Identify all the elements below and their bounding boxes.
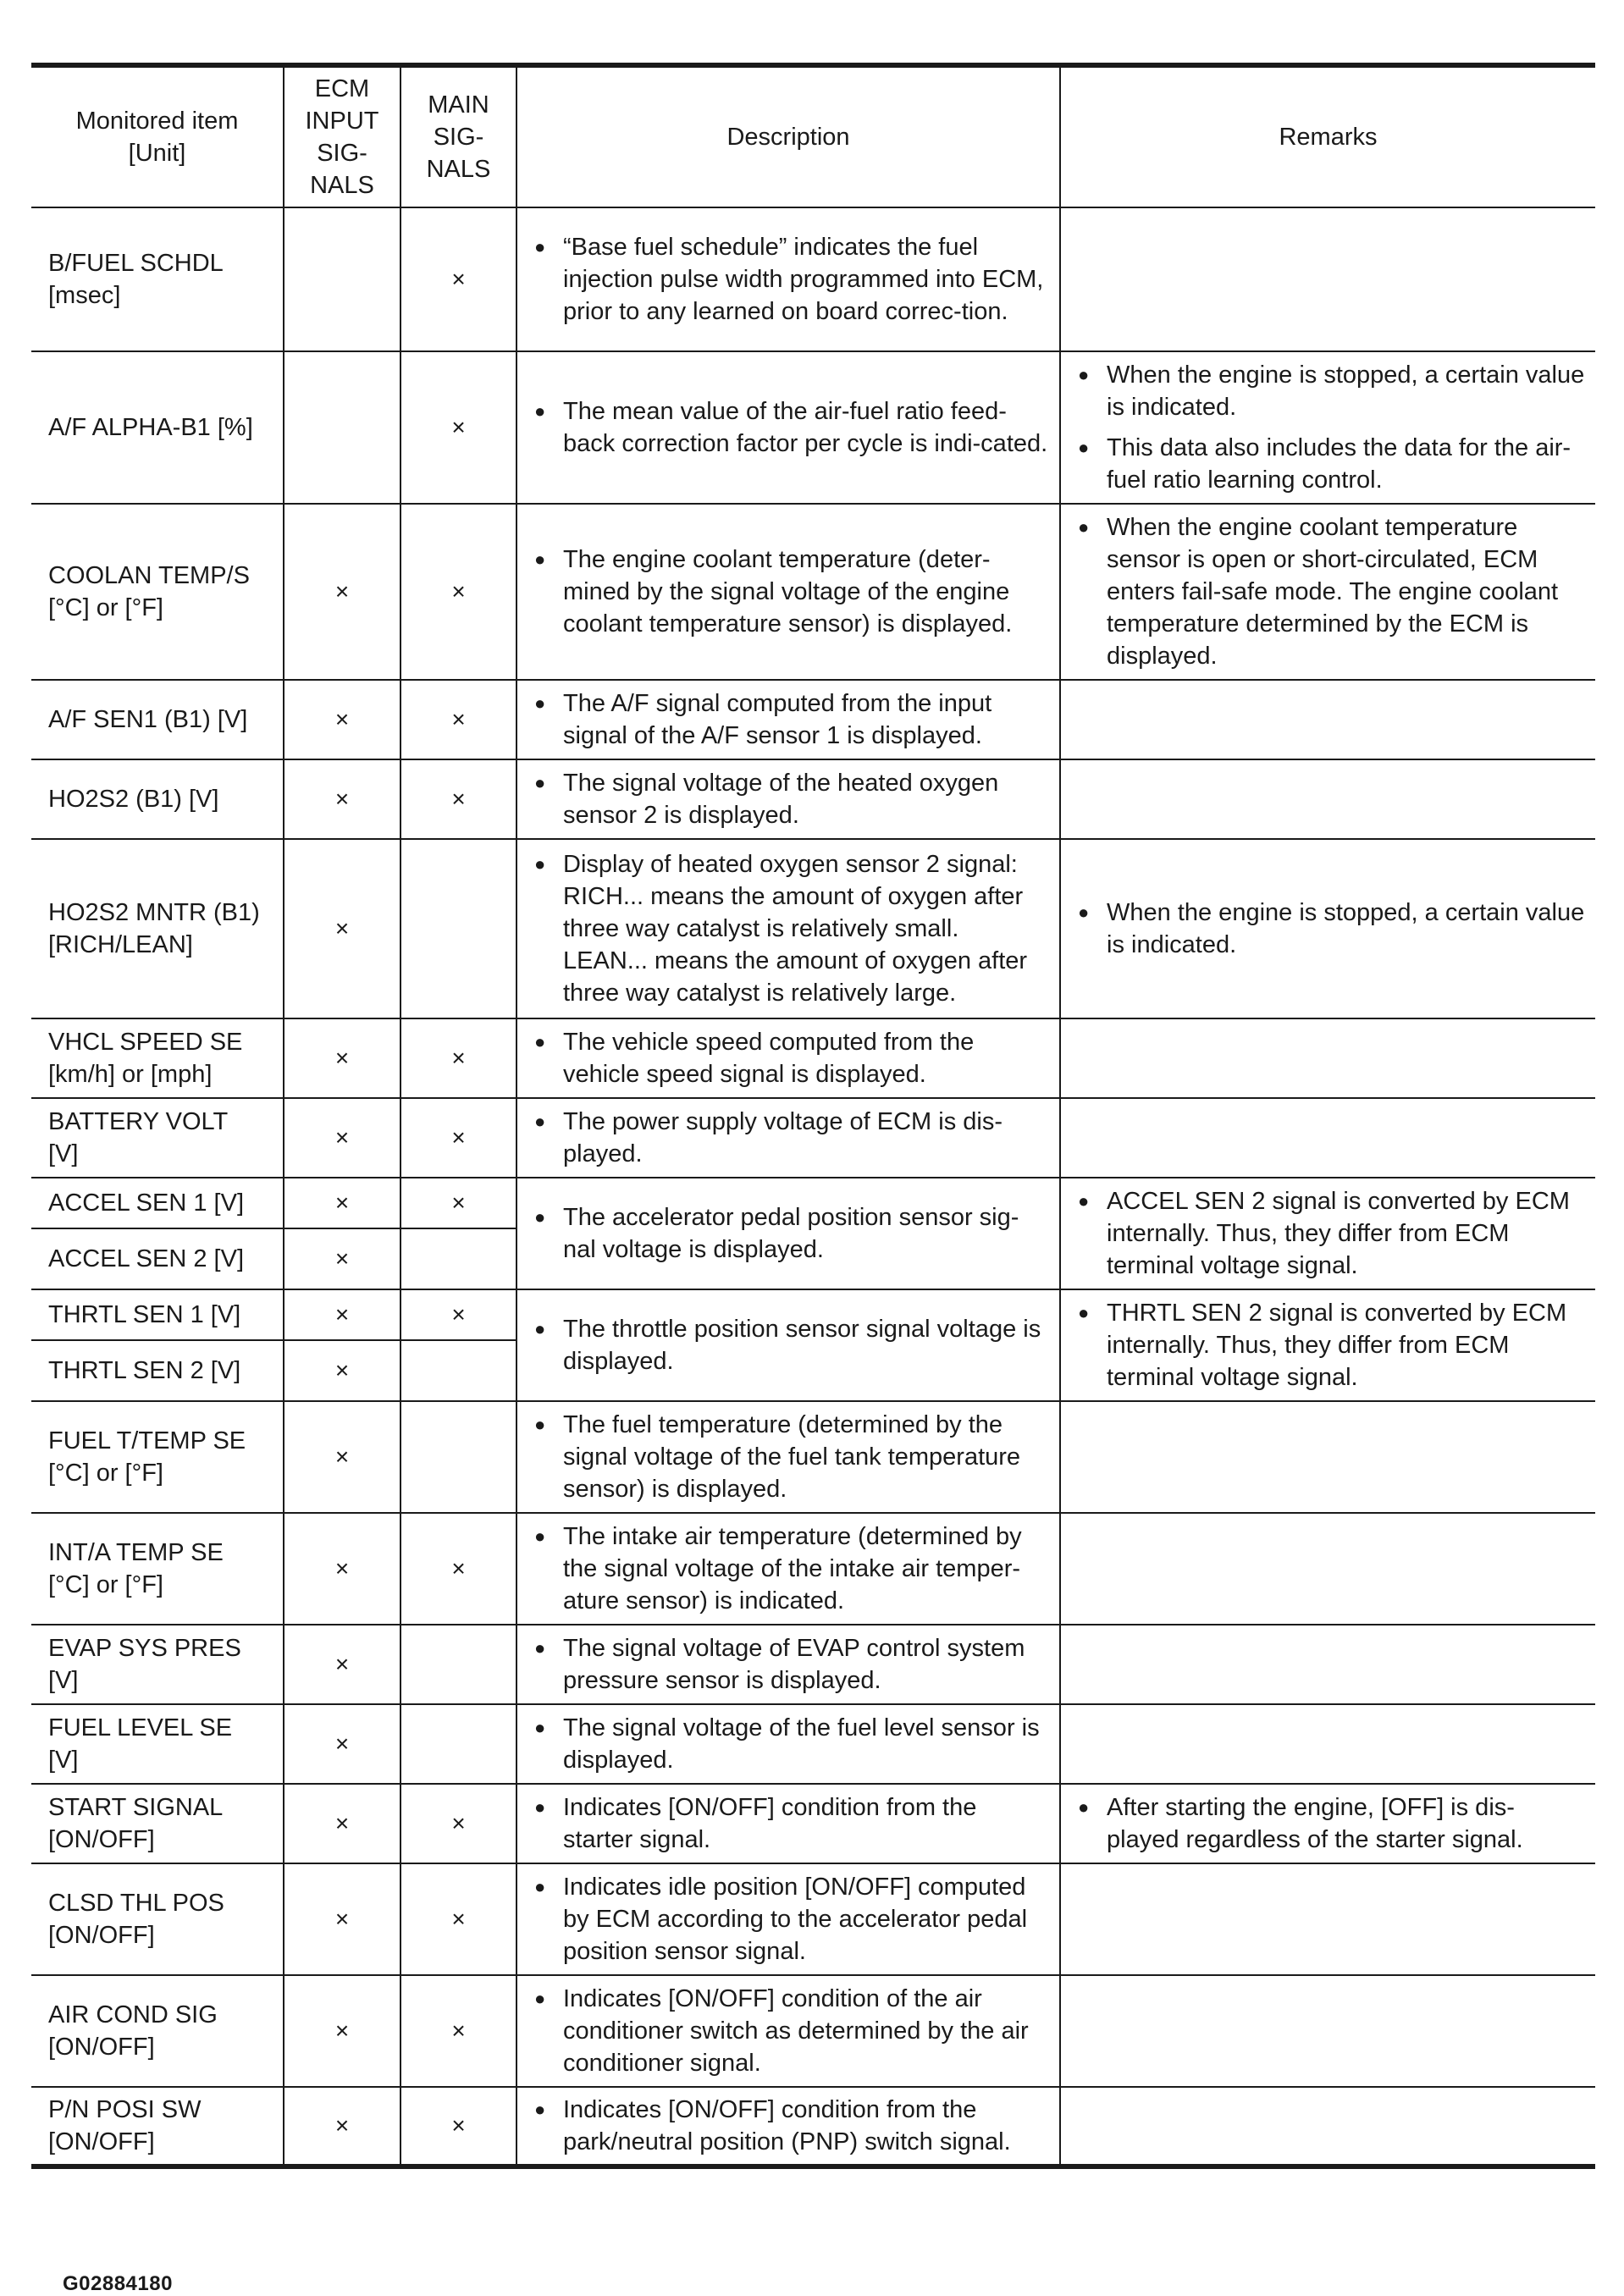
monitored-item-label: EVAP SYS PRES [V] <box>48 1635 241 1694</box>
monitored-item-cell <box>31 1975 284 2087</box>
ecm-input-mark: × <box>284 839 400 1018</box>
ecm-input-mark: × <box>284 1289 400 1340</box>
description-text: The signal voltage of the fuel level sensor is displayed. <box>563 1714 1040 1774</box>
description-text: Display of heated oxygen sensor 2 signal: RICH... means the amount of oxygen after three way catalyst is relatively small. LEAN... means the amount of oxygen after three way catalyst is relatively large. <box>563 851 1028 1007</box>
table-row <box>31 1784 1595 1863</box>
monitored-item-cell <box>31 839 284 1018</box>
description-bullet <box>531 1409 1051 1505</box>
description-cell <box>516 1784 1060 1863</box>
description-bullet <box>531 767 1051 831</box>
description-cell <box>516 1018 1060 1098</box>
description-bullet <box>531 1521 1051 1617</box>
description-text: Indicates idle position [ON/OFF] computed by ECM according to the accelerator pedal position sensor signal. <box>563 1874 1028 1965</box>
monitored-item-label: ACCEL SEN 1 [V] <box>48 1189 245 1217</box>
description-bullet <box>531 687 1051 752</box>
main-signal-mark: × <box>400 1784 516 1863</box>
ecm-input-mark: × <box>284 1228 400 1289</box>
ecm-input-mark <box>284 351 400 504</box>
ecm-input-mark: × <box>284 1340 400 1401</box>
monitored-item-cell <box>31 1784 284 1863</box>
monitored-item-cell <box>31 680 284 759</box>
remarks-cell <box>1060 504 1595 680</box>
description-text: Indicates [ON/OFF] condition of the air conditioner switch as determined by the air conditioner signal. <box>563 1985 1029 2077</box>
monitored-item-label: A/F ALPHA-B1 [%] <box>48 414 253 441</box>
ecm-input-mark: × <box>284 1625 400 1704</box>
table-row <box>31 1098 1595 1178</box>
description-bullet <box>531 231 1051 328</box>
remark-bullet <box>1074 1185 1587 1282</box>
remarks-cell <box>1060 2087 1595 2166</box>
description-cell <box>516 839 1060 1018</box>
monitored-item-label: AIR COND SIG [ON/OFF] <box>48 2001 218 2061</box>
description-text: The signal voltage of the heated oxygen sensor 2 is displayed. <box>563 770 999 829</box>
description-cell <box>516 1178 1060 1289</box>
monitored-item-cell <box>31 1018 284 1098</box>
remark-text: When the engine is stopped, a certain value is indicated. <box>1107 899 1585 958</box>
main-signal-mark: × <box>400 1098 516 1178</box>
monitored-item-label: FUEL T/TEMP SE [°C] or [°F] <box>48 1427 246 1487</box>
ecm-input-mark: × <box>284 1401 400 1513</box>
remarks-cell <box>1060 680 1595 759</box>
monitored-item-cell <box>31 2087 284 2166</box>
header-description: Description <box>516 65 1060 207</box>
remark-text: THRTL SEN 2 signal is converted by ECM internally. Thus, they differ from ECM terminal voltage signal. <box>1107 1300 1567 1391</box>
monitored-item-label: HO2S2 (B1) [V] <box>48 786 219 813</box>
main-signal-mark: × <box>400 207 516 351</box>
monitored-item-cell <box>31 351 284 504</box>
table-row <box>31 504 1595 680</box>
description-bullet <box>531 1871 1051 1968</box>
description-cell <box>516 504 1060 680</box>
table-row <box>31 1975 1595 2087</box>
main-signal-mark: × <box>400 759 516 839</box>
main-signal-mark: × <box>400 351 516 504</box>
ecm-input-mark: × <box>284 1784 400 1863</box>
description-bullet <box>531 1791 1051 1856</box>
thrtl-sensor-2-cell <box>31 1340 284 1401</box>
description-cell <box>516 1975 1060 2087</box>
description-bullet <box>531 1712 1051 1776</box>
header-row <box>31 65 1595 207</box>
main-signal-mark: × <box>400 1975 516 2087</box>
monitored-item-cell <box>31 207 284 351</box>
table-row <box>31 1863 1595 1975</box>
remarks-cell <box>1060 1625 1595 1704</box>
ecm-input-mark: × <box>284 1018 400 1098</box>
main-signal-mark: × <box>400 1863 516 1975</box>
remarks-cell <box>1060 207 1595 351</box>
header-main-signals: MAIN SIG- NALS <box>400 65 516 207</box>
description-cell <box>516 207 1060 351</box>
ecm-input-mark: × <box>284 680 400 759</box>
remarks-cell <box>1060 1018 1595 1098</box>
ecm-input-mark: × <box>284 2087 400 2166</box>
description-cell <box>516 759 1060 839</box>
ecm-input-mark <box>284 207 400 351</box>
description-cell <box>516 1289 1060 1401</box>
description-bullet <box>531 1983 1051 2079</box>
description-text: Indicates [ON/OFF] condition from the starter signal. <box>563 1794 977 1853</box>
remarks-cell <box>1060 1975 1595 2087</box>
description-text: The power supply voltage of ECM is dis-played. <box>563 1108 1003 1167</box>
remarks-cell <box>1060 1289 1595 1401</box>
description-bullet <box>531 1106 1051 1170</box>
remarks-cell <box>1060 1513 1595 1625</box>
description-cell <box>516 1704 1060 1784</box>
table-row <box>31 759 1595 839</box>
description-bullet <box>531 1313 1051 1377</box>
header-monitored-item: Monitored item [Unit] <box>31 65 284 207</box>
remark-text: This data also includes the data for the air-fuel ratio learning control. <box>1107 434 1572 494</box>
description-text: Indicates [ON/OFF] condition from the park/neutral position (PNP) switch signal. <box>563 2096 1011 2155</box>
main-signal-mark <box>400 1340 516 1401</box>
main-signal-mark <box>400 1704 516 1784</box>
main-signal-mark <box>400 1228 516 1289</box>
ecm-input-mark: × <box>284 1975 400 2087</box>
monitored-item-cell <box>31 1704 284 1784</box>
table-row <box>31 2087 1595 2166</box>
monitored-item-cell <box>31 1401 284 1513</box>
accel-sensor-1-cell <box>31 1178 284 1228</box>
description-text: “Base fuel schedule” indicates the fuel injection pulse width programmed into ECM, prior to any learned on board correc-tion. <box>563 234 1044 325</box>
main-signal-mark <box>400 1625 516 1704</box>
remark-bullet <box>1074 511 1587 672</box>
description-text: The vehicle speed computed from the vehicle speed signal is displayed. <box>563 1029 975 1088</box>
description-cell <box>516 351 1060 504</box>
remark-text: When the engine coolant temperature sensor is open or short-circulated, ECM enters fail-safe mode. The engine coolant temperature determined by the ECM is displayed. <box>1107 514 1559 670</box>
table-row <box>31 1018 1595 1098</box>
monitored-item-cell <box>31 504 284 680</box>
main-signal-mark: × <box>400 1178 516 1228</box>
description-text: The mean value of the air-fuel ratio feed-back correction factor per cycle is indi-cated. <box>563 398 1048 457</box>
description-bullet <box>531 1632 1051 1697</box>
description-cell <box>516 1401 1060 1513</box>
main-signal-mark: × <box>400 1018 516 1098</box>
header-remarks: Remarks <box>1060 65 1595 207</box>
header-ecm-input-signals: ECM INPUT SIG- NALS <box>284 65 400 207</box>
monitored-item-cell <box>31 1625 284 1704</box>
remark-bullet <box>1074 1791 1587 1856</box>
ecm-input-mark: × <box>284 759 400 839</box>
main-signal-mark: × <box>400 1513 516 1625</box>
remark-bullet <box>1074 359 1587 423</box>
monitored-item-label: CLSD THL POS [ON/OFF] <box>48 1890 224 1949</box>
description-text: The accelerator pedal position sensor sig-nal voltage is displayed. <box>563 1204 1019 1263</box>
monitored-item-cell <box>31 1513 284 1625</box>
remark-bullet <box>1074 897 1587 961</box>
remarks-cell <box>1060 1784 1595 1863</box>
ecm-input-mark: × <box>284 1704 400 1784</box>
table-row <box>31 1401 1595 1513</box>
monitored-item-label: P/N POSI SW [ON/OFF] <box>48 2096 202 2155</box>
description-cell <box>516 1098 1060 1178</box>
monitored-item-cell <box>31 1098 284 1178</box>
monitored-item-label: B/FUEL SCHDL [msec] <box>48 250 224 309</box>
monitored-item-label: A/F SEN1 (B1) [V] <box>48 706 248 733</box>
table-row <box>31 207 1595 351</box>
description-cell <box>516 2087 1060 2166</box>
accel-sensor-2-cell <box>31 1228 284 1289</box>
table-row <box>31 1289 1595 1340</box>
main-signal-mark <box>400 1401 516 1513</box>
ecm-input-mark: × <box>284 504 400 680</box>
monitored-item-label: START SIGNAL [ON/OFF] <box>48 1794 224 1853</box>
remarks-cell <box>1060 1098 1595 1178</box>
description-text: The signal voltage of EVAP control system pressure sensor is displayed. <box>563 1635 1025 1694</box>
remark-text: When the engine is stopped, a certain value is indicated. <box>1107 362 1585 421</box>
remarks-cell <box>1060 839 1595 1018</box>
table-row <box>31 1704 1595 1784</box>
monitored-item-label: HO2S2 MNTR (B1) [RICH/LEAN] <box>48 899 260 958</box>
monitored-item-label: VHCL SPEED SE [km/h] or [mph] <box>48 1029 243 1088</box>
table-row <box>31 839 1595 1018</box>
description-text: The A/F signal computed from the input signal of the A/F sensor 1 is displayed. <box>563 690 992 749</box>
monitored-item-cell <box>31 1863 284 1975</box>
remarks-cell <box>1060 1401 1595 1513</box>
remarks-cell <box>1060 1863 1595 1975</box>
description-cell <box>516 1863 1060 1975</box>
remark-text: After starting the engine, [OFF] is dis-played regardless of the starter signal. <box>1107 1794 1523 1853</box>
table-row <box>31 1513 1595 1625</box>
ecm-input-mark: × <box>284 1863 400 1975</box>
description-bullet <box>531 1026 1051 1090</box>
description-bullet <box>531 395 1051 460</box>
table-row <box>31 351 1595 504</box>
main-signal-mark <box>400 839 516 1018</box>
thrtl-sensor-1-cell <box>31 1289 284 1340</box>
ecm-input-mark: × <box>284 1178 400 1228</box>
description-cell <box>516 680 1060 759</box>
remark-bullet <box>1074 432 1587 496</box>
description-bullet <box>531 848 1051 1009</box>
description-text: The engine coolant temperature (deter-mined by the signal voltage of the engine coolant temperature sensor) is displayed. <box>563 546 1013 637</box>
remarks-cell <box>1060 1704 1595 1784</box>
description-bullet <box>531 1201 1051 1266</box>
monitored-item-label: INT/A TEMP SE [°C] or [°F] <box>48 1539 224 1598</box>
monitored-item-cell <box>31 759 284 839</box>
monitored-items-sheet <box>31 63 1595 2295</box>
figure-code: G02884180 <box>63 2272 173 2295</box>
table-row <box>31 1625 1595 1704</box>
table-row <box>31 680 1595 759</box>
monitored-item-label: BATTERY VOLT [V] <box>48 1108 229 1167</box>
monitored-item-label: FUEL LEVEL SE [V] <box>48 1714 233 1774</box>
monitored-item-label: COOLAN TEMP/S [°C] or [°F] <box>48 562 250 621</box>
monitored-item-label: THRTL SEN 1 [V] <box>48 1301 241 1328</box>
main-signal-mark: × <box>400 2087 516 2166</box>
monitored-items-table <box>31 63 1595 2169</box>
remarks-cell <box>1060 1178 1595 1289</box>
description-bullet <box>531 2094 1051 2158</box>
table-row <box>31 1178 1595 1228</box>
main-signal-mark: × <box>400 680 516 759</box>
remarks-cell <box>1060 351 1595 504</box>
description-text: The fuel temperature (determined by the signal voltage of the fuel tank temperature sensor) is displayed. <box>563 1411 1021 1503</box>
description-text: The throttle position sensor signal voltage is displayed. <box>563 1316 1041 1375</box>
ecm-input-mark: × <box>284 1098 400 1178</box>
remarks-cell <box>1060 759 1595 839</box>
main-signal-mark: × <box>400 504 516 680</box>
monitored-item-label: ACCEL SEN 2 [V] <box>48 1245 245 1272</box>
monitored-item-label: THRTL SEN 2 [V] <box>48 1357 241 1384</box>
ecm-input-mark: × <box>284 1513 400 1625</box>
description-cell <box>516 1513 1060 1625</box>
description-text: The intake air temperature (determined by the signal voltage of the intake air temper-ature sensor) is indicated. <box>563 1523 1022 1614</box>
remark-text: ACCEL SEN 2 signal is converted by ECM internally. Thus, they differ from ECM terminal voltage signal. <box>1107 1188 1570 1279</box>
main-signal-mark: × <box>400 1289 516 1340</box>
remark-bullet <box>1074 1297 1587 1394</box>
description-cell <box>516 1625 1060 1704</box>
description-bullet <box>531 544 1051 640</box>
